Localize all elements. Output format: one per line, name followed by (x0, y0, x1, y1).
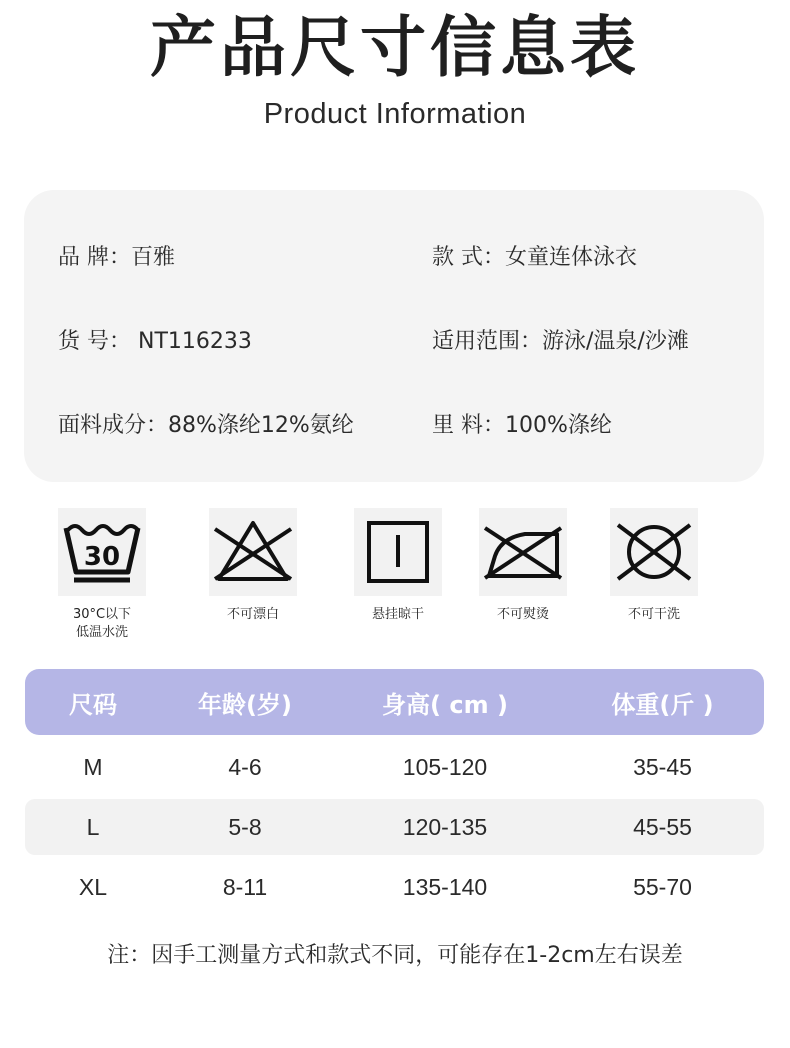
cell-weight: 45-55 (633, 813, 692, 840)
lining-info: 里 料：100%涤纶 (432, 413, 612, 438)
page-title: 产品尺寸信息表 (150, 9, 640, 86)
cell-size: M (83, 753, 103, 780)
table-row (25, 859, 764, 915)
care-label-no-iron: 不可熨烫 (496, 607, 549, 622)
care-label-no-bleach: 不可漂白 (226, 607, 279, 622)
care-item-no-bleach (203, 508, 303, 624)
care-instructions (0, 508, 790, 648)
size-table-header (25, 669, 764, 735)
usage-info: 适用范围：游泳/温泉/沙滩 (432, 329, 689, 354)
wash-temp-label: 30 (83, 542, 121, 572)
table-row (25, 799, 764, 855)
measurement-note: 注：因手工测量方式和款式不同，可能存在1-2cm左右误差 (107, 943, 683, 968)
no-iron-icon (479, 508, 567, 596)
wash-30-icon (58, 508, 146, 596)
brand-info: 品 牌：百雅 (58, 245, 175, 270)
cell-height: 120-135 (402, 813, 488, 840)
header-weight: 体重(斤 ) (611, 690, 714, 719)
header-size: 尺码 (69, 690, 117, 719)
no-bleach-icon (209, 508, 297, 596)
cell-age: 5-8 (228, 813, 262, 840)
cell-age: 8-11 (222, 873, 268, 900)
page-subtitle: Product Information (263, 98, 527, 130)
cell-height: 105-120 (402, 753, 488, 780)
no-dry-clean-icon (610, 508, 698, 596)
style-info: 款 式：女童连体泳衣 (432, 245, 637, 270)
care-item-wash (52, 508, 152, 642)
cell-size: L (86, 813, 100, 840)
care-item-hang-dry (348, 508, 448, 624)
cell-size: XL (78, 873, 108, 900)
product-info-card (24, 190, 764, 482)
care-label-no-dry-clean: 不可干洗 (627, 607, 680, 622)
table-row (25, 739, 764, 795)
item-number-info: 货 号： NT116233 (58, 329, 252, 354)
cell-weight: 55-70 (633, 873, 692, 900)
care-label-hang-dry: 悬挂晾干 (371, 607, 424, 622)
cell-age: 4-6 (228, 753, 262, 780)
fabric-info: 面料成分：88%涤纶12%氨纶 (58, 413, 354, 438)
size-table (25, 669, 764, 915)
hang-dry-icon (354, 508, 442, 596)
care-item-no-iron (473, 508, 573, 624)
cell-height: 135-140 (402, 873, 488, 900)
care-item-no-dry-clean (604, 508, 704, 624)
care-label-wash: 30°C以下 低温水洗 (72, 607, 132, 640)
header-height: 身高( cm ) (382, 690, 508, 719)
cell-weight: 35-45 (633, 753, 692, 780)
header-age: 年龄(岁) (198, 690, 292, 719)
